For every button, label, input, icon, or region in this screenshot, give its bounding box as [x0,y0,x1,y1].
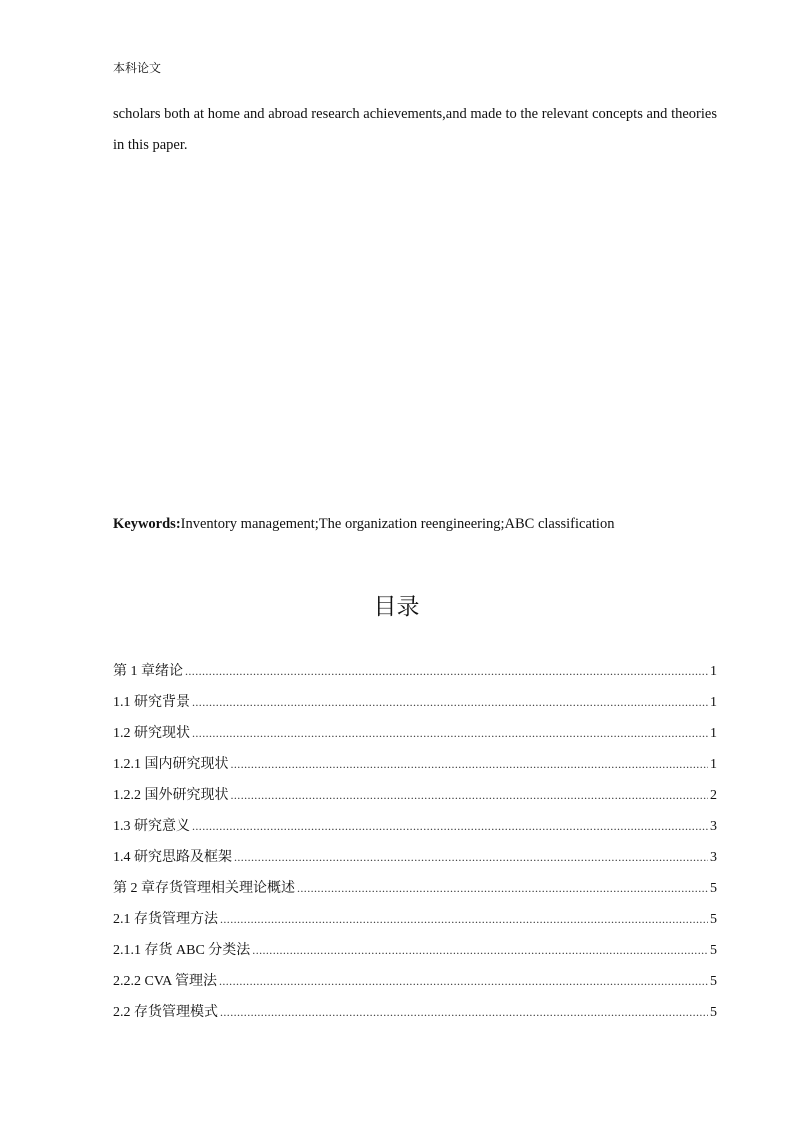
toc-item-label: 2.2 存货管理模式 [113,1005,218,1020]
toc-item[interactable] [113,718,717,749]
toc-item-page: 3 [710,850,717,865]
toc-item[interactable] [113,935,717,966]
toc-leader-dots [220,904,708,935]
toc-item-label: 2.1 存货管理方法 [113,912,218,927]
toc-item-page: 5 [710,1005,717,1020]
toc-item-page: 1 [710,664,717,679]
table-of-contents [113,656,717,1028]
toc-item-page: 5 [710,912,717,927]
toc-item[interactable] [113,966,717,997]
toc-item-page: 5 [710,974,717,989]
toc-item[interactable] [113,842,717,873]
toc-item-label: 1.2 研究现状 [113,726,190,741]
toc-item-label: 1.2.2 国外研究现状 [113,788,229,803]
toc-leader-dots [231,780,709,811]
toc-leader-dots [234,842,708,873]
toc-item-label: 第 1 章绪论 [113,664,183,679]
toc-item[interactable] [113,687,717,718]
toc-item[interactable] [113,997,717,1028]
page-header: 本科论文 [113,61,162,75]
toc-item-label: 2.2.2 CVA 管理法 [113,974,217,989]
toc-item-label: 1.1 研究背景 [113,695,190,710]
toc-item[interactable] [113,656,717,687]
toc-leader-dots [252,935,708,966]
keywords-line [113,516,614,533]
toc-item[interactable] [113,811,717,842]
toc-leader-dots [297,873,708,904]
toc-item[interactable] [113,780,717,811]
toc-leader-dots [220,997,708,1028]
toc-item-label: 第 2 章存货管理相关理论概述 [113,881,295,896]
keywords-value: Inventory management;The organization reengineering;ABC classification [180,516,615,532]
toc-item[interactable] [113,904,717,935]
toc-leader-dots [192,811,708,842]
toc-item-label: 1.3 研究意义 [113,819,190,834]
toc-title: 目录 [373,594,420,620]
toc-item-page: 1 [710,726,717,741]
toc-item-label: 1.4 研究思路及框架 [113,850,232,865]
toc-item-page: 5 [710,943,717,958]
toc-leader-dots [231,749,709,780]
toc-item-page: 1 [710,757,717,772]
keywords-label: Keywords: [113,516,181,532]
toc-item-page: 5 [710,881,717,896]
toc-item-page: 1 [710,695,717,710]
toc-item-label: 2.1.1 存货 ABC 分类法 [113,943,251,958]
toc-leader-dots [219,966,708,997]
toc-item-label: 1.2.1 国内研究现状 [113,757,229,772]
toc-leader-dots [192,687,708,718]
toc-item[interactable] [113,749,717,780]
toc-item[interactable] [113,873,717,904]
abstract-paragraph: scholars both at home and abroad research achievements,and made to the relevant concepts and theories in this paper. [113,106,717,153]
toc-leader-dots [192,718,708,749]
toc-item-page: 3 [710,819,717,834]
toc-item-page: 2 [710,788,717,803]
toc-leader-dots [185,656,708,687]
